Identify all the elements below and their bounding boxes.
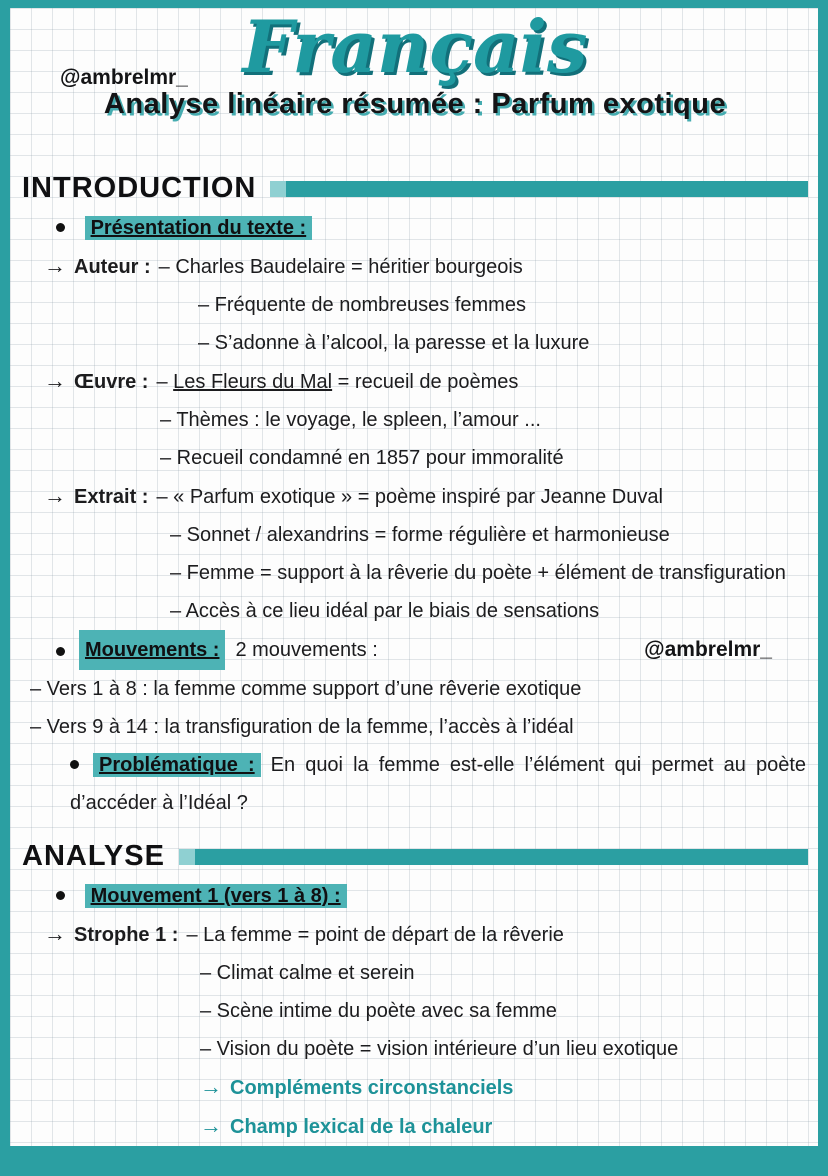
arrow-icon: → — [44, 368, 66, 393]
strophe1-label: Strophe 1 : — [74, 924, 179, 946]
header — [22, 4, 808, 166]
auteur-line-3: – S’adonne à l’alcool, la paresse et la luxure — [198, 332, 590, 354]
page-title: Français — [242, 4, 588, 89]
strophe1-line-2: – Climat calme et serein — [200, 962, 415, 984]
strophe1-teal-line-2-row — [22, 1107, 808, 1146]
oeuvre-row — [22, 362, 808, 401]
mouvement1-label: Mouvement 1 (vers 1 à 8) : — [85, 884, 347, 908]
page-subtitle: Analyse linéaire résumée : Parfum exotique — [103, 87, 727, 120]
oeuvre-line-2: – Thèmes : le voyage, le spleen, l’amour ... — [160, 409, 541, 431]
oeuvre-line-3: – Recueil condamné en 1857 pour immoralité — [160, 447, 564, 469]
mouvements-line-1: – Vers 1 à 8 : la femme comme support d’une rêverie exotique — [30, 678, 582, 700]
page-content — [10, 4, 818, 1146]
mouvements-line-2: – Vers 9 à 14 : la transfiguration de la femme, l’accès à l’idéal — [30, 716, 574, 738]
strophe1-teal-line-1-row — [22, 1068, 808, 1107]
auteur-label: Auteur : — [74, 256, 151, 278]
introduction-heading-bar — [270, 181, 808, 197]
bullet-dot — [56, 223, 65, 232]
auteur-line-2-row — [22, 286, 808, 324]
analyse-section-heading — [22, 840, 808, 873]
oeuvre-line-2-row — [22, 401, 808, 439]
strophe1-row — [22, 915, 808, 954]
extrait-line-2: – Sonnet / alexandrins = forme régulière et harmonieuse — [170, 524, 670, 546]
strophe1-line-2-row — [22, 954, 808, 992]
problematique-paragraph — [22, 746, 808, 822]
extrait-label: Extrait : — [74, 486, 149, 508]
presentation-bullet-row — [22, 209, 808, 247]
strophe1-teal-line-2: Champ lexical de la chaleur — [230, 1116, 493, 1138]
introduction-section-heading — [22, 172, 808, 205]
problematique-label: Problématique : — [93, 753, 261, 777]
strophe1-line-4: – Vision du poète = vision intérieure d’un lieu exotique — [200, 1038, 679, 1060]
auteur-line-2: – Fréquente de nombreuses femmes — [198, 294, 526, 316]
oeuvre-line-3-row — [22, 439, 808, 477]
analyse-title: ANALYSE — [22, 840, 165, 872]
auteur-line-1: – Charles Baudelaire = héritier bourgeois — [158, 256, 523, 278]
user-handle-top: @ambrelmr_ — [60, 66, 188, 89]
mouvements-text: 2 mouvements : — [235, 639, 378, 661]
presentation-label: Présentation du texte : — [85, 216, 313, 240]
extrait-line-3-row — [22, 554, 808, 592]
strophe1-line-3: – Scène intime du poète avec sa femme — [200, 1000, 557, 1022]
strophe1-line-3-row — [22, 992, 808, 1030]
mouvements-row — [22, 630, 808, 670]
extrait-line-4: – Accès à ce lieu idéal par le biais de sensations — [170, 600, 600, 622]
strophe1-line-1: – La femme = point de départ de la rêverie — [186, 924, 564, 946]
bullet-dot — [70, 760, 79, 769]
problematique-text: En quoi la femme est-elle l’élément qui permet au poète d’accéder à l’Idéal ? — [70, 754, 806, 814]
analyse-heading-bar — [179, 849, 808, 865]
extrait-line-1: – « Parfum exotique » = poème inspiré par Jeanne Duval — [156, 486, 663, 508]
mouvement1-bullet-row — [22, 877, 808, 915]
arrow-icon: → — [200, 1074, 222, 1099]
bullet-dot — [56, 891, 65, 900]
user-handle-mid: @ambrelmr_ — [644, 638, 772, 661]
strophe1-teal-line-1: Compléments circonstanciels — [230, 1077, 514, 1099]
auteur-row — [22, 247, 808, 286]
arrow-icon: → — [44, 253, 66, 278]
mouvements-line-1-row — [22, 670, 808, 708]
extrait-line-2-row — [22, 516, 808, 554]
arrow-icon: → — [44, 483, 66, 508]
mouvements-line-2-row — [22, 708, 808, 746]
auteur-line-3-row — [22, 324, 808, 362]
introduction-title: INTRODUCTION — [22, 172, 257, 204]
oeuvre-label: Œuvre : — [74, 371, 149, 393]
arrow-icon: → — [200, 1113, 222, 1138]
arrow-icon: → — [44, 921, 66, 946]
extrait-line-4-row — [22, 592, 808, 630]
oeuvre-line-1-suffix: = recueil de poèmes — [332, 371, 519, 393]
bullet-dot — [56, 647, 65, 656]
extrait-row — [22, 477, 808, 516]
oeuvre-book-title: Les Fleurs du Mal — [173, 371, 333, 393]
strophe1-line-4-row — [22, 1030, 808, 1068]
extrait-line-3: – Femme = support à la rêverie du poète + élément de transfiguration — [170, 562, 786, 584]
oeuvre-line-1-prefix: – — [156, 371, 174, 393]
mouvements-label: Mouvements : — [79, 630, 225, 670]
